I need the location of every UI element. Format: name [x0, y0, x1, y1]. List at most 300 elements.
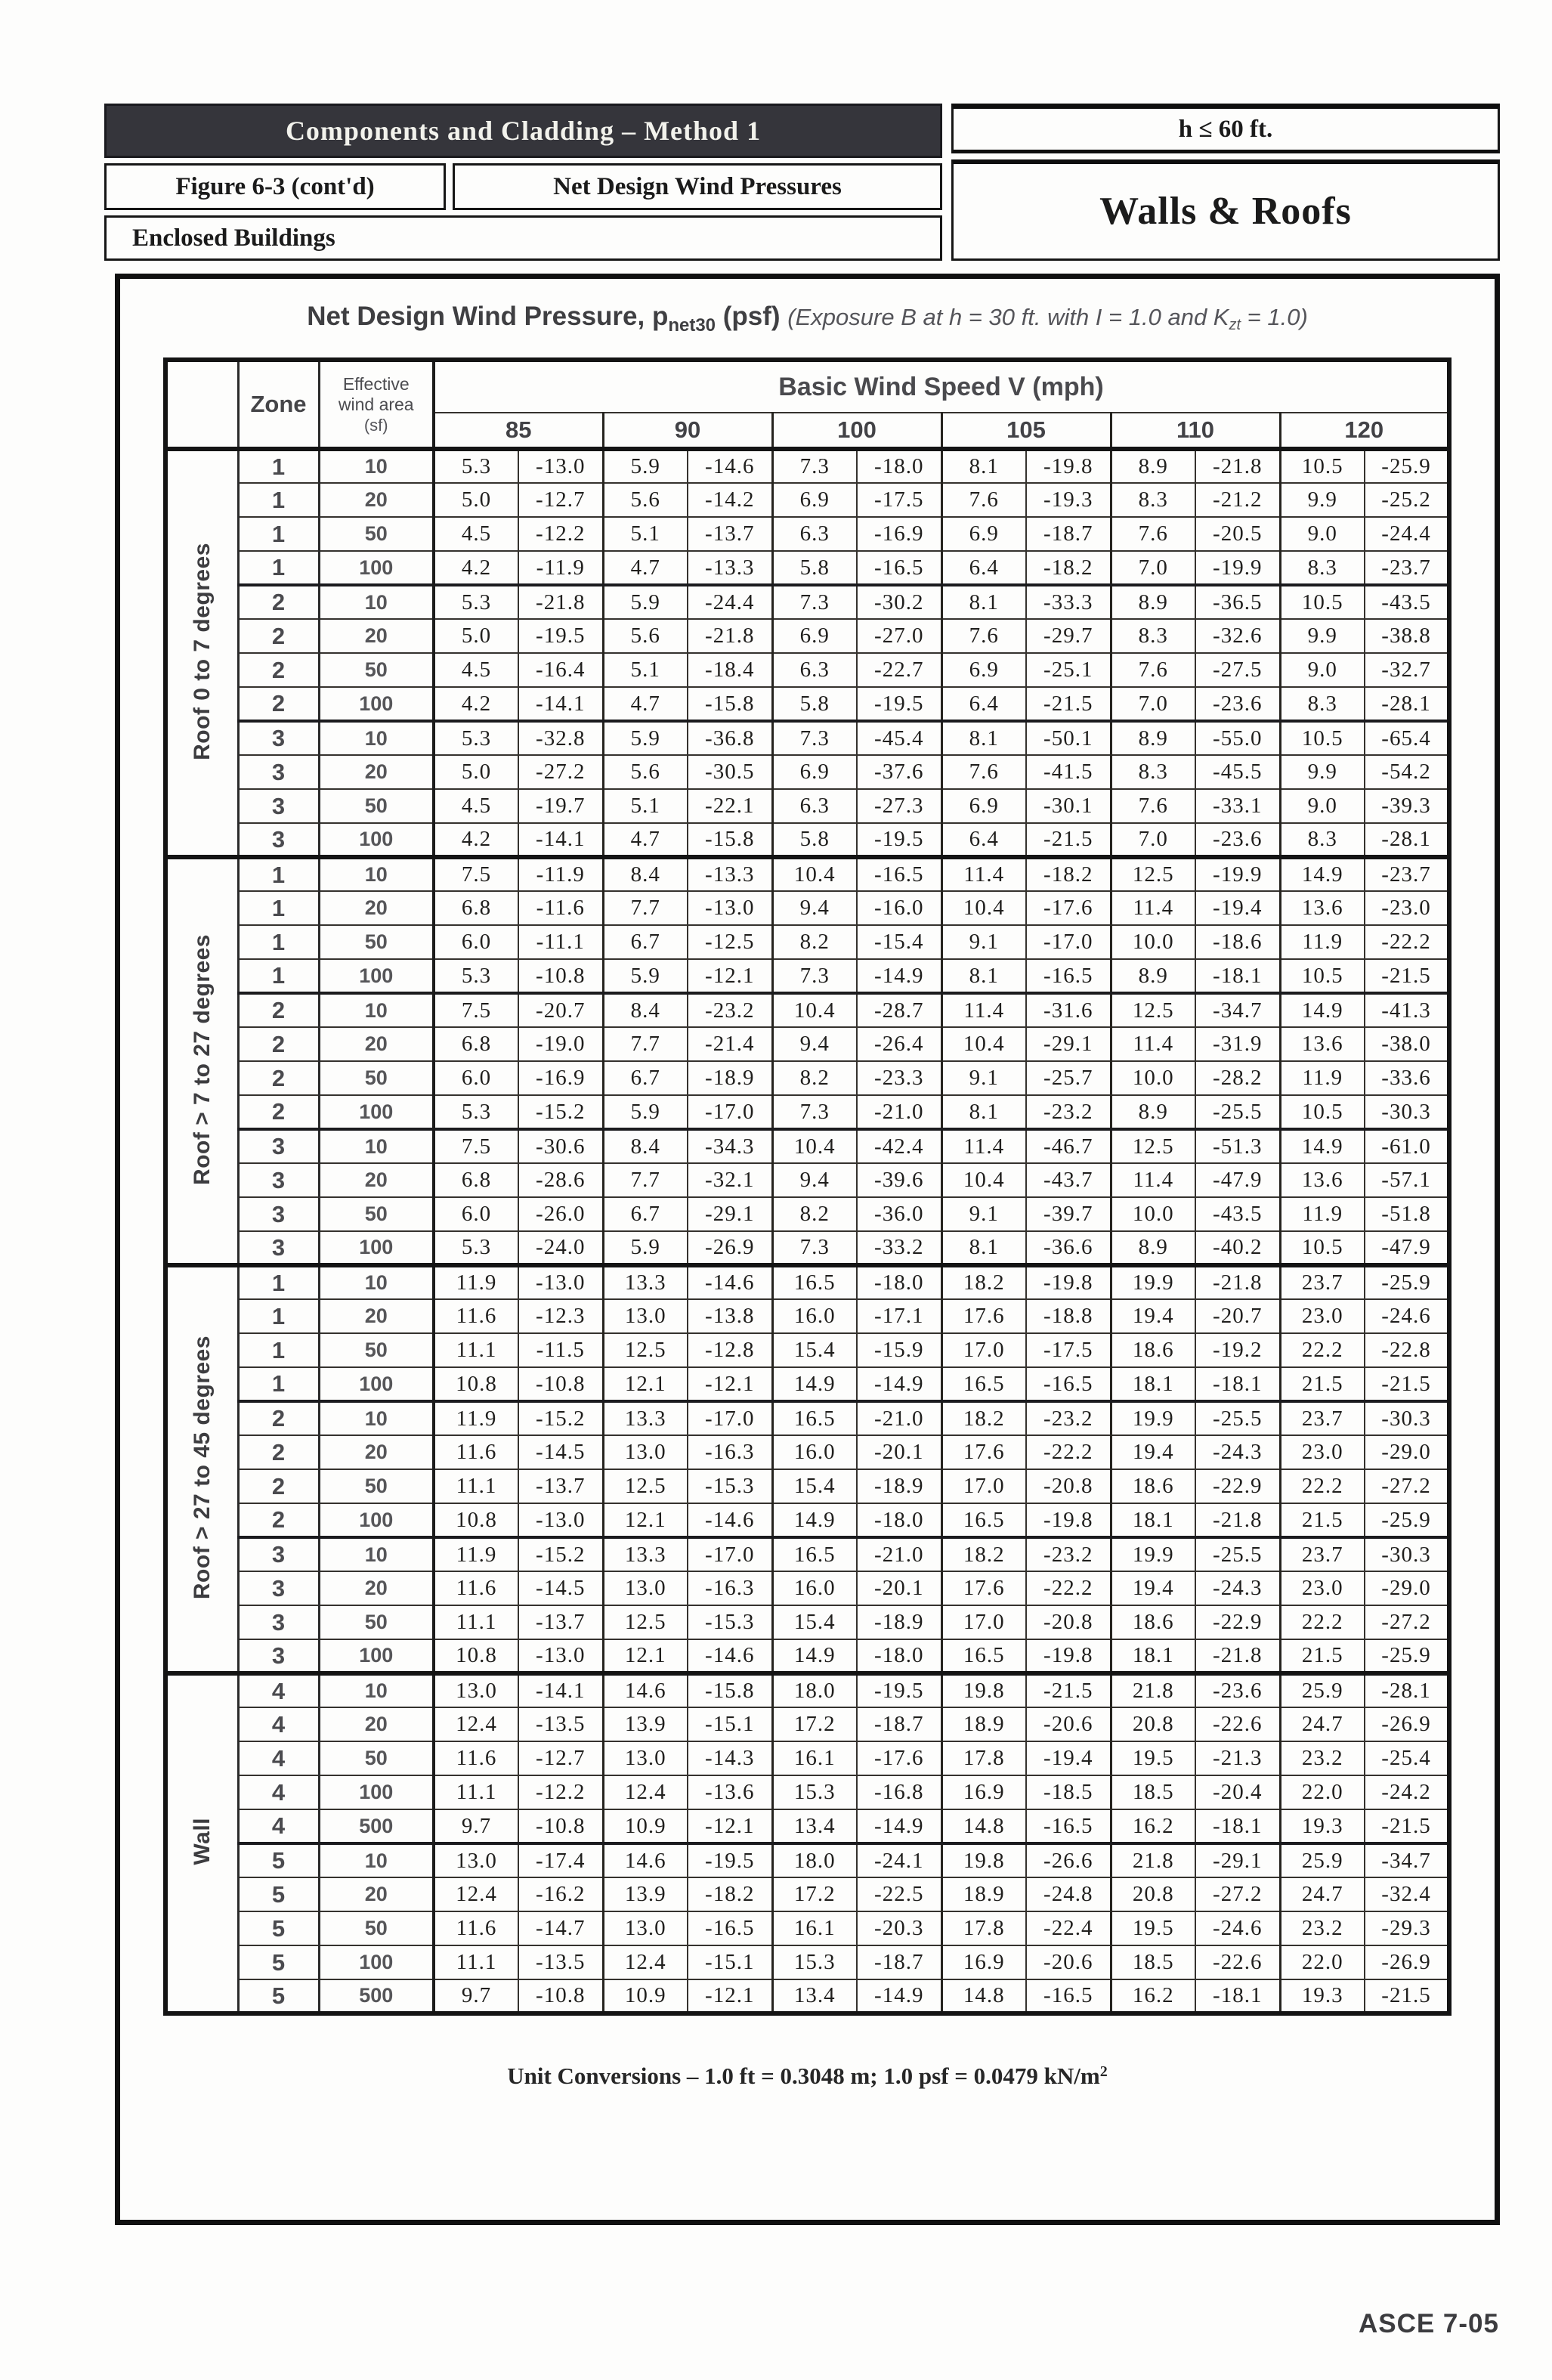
pressure-cell: 11.6: [434, 1299, 518, 1333]
table-row: [165, 1775, 1449, 1809]
pressure-cell: 12.1: [603, 1503, 688, 1537]
pressure-cell: 15.4: [772, 1333, 857, 1367]
pressure-cell: -13.5: [518, 1945, 603, 1979]
pressure-cell: -31.9: [1195, 1027, 1280, 1061]
pressure-table: [163, 357, 1452, 2016]
pressure-cell: 8.3: [1280, 823, 1365, 857]
pressure-cell: -14.6: [688, 449, 772, 483]
pressure-cell: -24.6: [1365, 1299, 1449, 1333]
pressure-cell: -25.5: [1195, 1095, 1280, 1129]
zone-cell: 3: [238, 823, 319, 857]
pressure-cell: 7.5: [434, 1129, 518, 1163]
pressure-cell: 4.5: [434, 517, 518, 551]
table-row: [165, 993, 1449, 1027]
pressure-cell: 24.7: [1280, 1877, 1365, 1911]
pressure-cell: 18.9: [941, 1707, 1026, 1741]
pressure-cell: 19.3: [1280, 1809, 1365, 1843]
area-cell: 50: [319, 1333, 434, 1367]
table-frame: [115, 274, 1500, 2225]
area-cell: 100: [319, 1945, 434, 1979]
pressure-cell: 4.2: [434, 823, 518, 857]
pressure-cell: -17.5: [857, 483, 941, 517]
pressure-cell: 14.8: [941, 1979, 1026, 2013]
pressure-cell: 19.4: [1111, 1571, 1195, 1605]
pressure-cell: 5.0: [434, 483, 518, 517]
speed-value-header: 85: [434, 413, 603, 449]
figure-label: Figure 6-3 (cont'd): [175, 172, 375, 200]
pressure-cell: 18.2: [941, 1265, 1026, 1299]
pressure-cell: -23.2: [1026, 1401, 1111, 1435]
pressure-cell: 11.6: [434, 1435, 518, 1469]
pressure-cell: -20.7: [518, 993, 603, 1027]
pressure-cell: -27.2: [1365, 1469, 1449, 1503]
pressure-cell: -23.7: [1365, 857, 1449, 891]
pressure-cell: -25.1: [1026, 653, 1111, 687]
pressure-cell: 12.5: [1111, 993, 1195, 1027]
pressure-cell: -23.2: [1026, 1537, 1111, 1571]
pressure-cell: -21.0: [857, 1537, 941, 1571]
pressure-cell: 23.0: [1280, 1299, 1365, 1333]
pressure-cell: 14.9: [772, 1503, 857, 1537]
pressure-cell: 8.1: [941, 721, 1026, 755]
pressure-cell: -20.8: [1026, 1605, 1111, 1639]
table-row: [165, 585, 1449, 619]
pressure-cell: 21.5: [1280, 1503, 1365, 1537]
pressure-cell: -27.2: [1365, 1605, 1449, 1639]
pressure-cell: 17.6: [941, 1435, 1026, 1469]
pressure-cell: -29.1: [688, 1197, 772, 1231]
zone-cell: 5: [238, 1877, 319, 1911]
area-cell: 50: [319, 1197, 434, 1231]
pressure-cell: -43.5: [1365, 585, 1449, 619]
pressure-cell: 20.8: [1111, 1707, 1195, 1741]
pressure-cell: -13.6: [688, 1775, 772, 1809]
zone-cell: 3: [238, 721, 319, 755]
pressure-cell: 17.8: [941, 1741, 1026, 1775]
table-row: [165, 1095, 1449, 1129]
table-row: [165, 755, 1449, 789]
zone-cell: 2: [238, 585, 319, 619]
zone-cell: 1: [238, 1299, 319, 1333]
pressure-cell: 10.9: [603, 1809, 688, 1843]
pressure-cell: 4.2: [434, 551, 518, 585]
pressure-cell: -54.2: [1365, 755, 1449, 789]
pressure-cell: -39.3: [1365, 789, 1449, 823]
pressure-cell: 7.6: [941, 619, 1026, 653]
area-cell: 100: [319, 1775, 434, 1809]
pressure-cell: 16.1: [772, 1741, 857, 1775]
pressure-cell: 10.5: [1280, 721, 1365, 755]
pressure-cell: 23.2: [1280, 1741, 1365, 1775]
table-row: [165, 1469, 1449, 1503]
pressure-cell: 5.3: [434, 1231, 518, 1265]
pressure-cell: 13.3: [603, 1265, 688, 1299]
zone-cell: 3: [238, 1163, 319, 1197]
pressure-cell: 18.6: [1111, 1605, 1195, 1639]
table-row: [165, 619, 1449, 653]
pressure-cell: 13.0: [603, 1435, 688, 1469]
pressure-cell: 5.9: [603, 1231, 688, 1265]
table-row: [165, 1945, 1449, 1979]
pressure-cell: 6.0: [434, 1061, 518, 1095]
pressure-cell: -17.0: [688, 1095, 772, 1129]
pressure-cell: -33.3: [1026, 585, 1111, 619]
pressure-cell: -16.5: [857, 857, 941, 891]
table-row: [165, 1571, 1449, 1605]
pressure-cell: -18.0: [857, 449, 941, 483]
pressure-cell: 15.4: [772, 1605, 857, 1639]
pressure-cell: 12.5: [603, 1333, 688, 1367]
pressure-cell: -28.7: [857, 993, 941, 1027]
pressure-cell: -12.1: [688, 959, 772, 993]
pressure-cell: -11.9: [518, 857, 603, 891]
pressure-cell: -20.4: [1195, 1775, 1280, 1809]
pressure-cell: -19.9: [1195, 551, 1280, 585]
area-cell: 50: [319, 1061, 434, 1095]
table-row: [165, 1333, 1449, 1367]
area-cell: 50: [319, 789, 434, 823]
table-row: [165, 1027, 1449, 1061]
pressure-cell: -41.3: [1365, 993, 1449, 1027]
zone-cell: 2: [238, 619, 319, 653]
pressure-cell: 11.1: [434, 1605, 518, 1639]
pressure-cell: 17.2: [772, 1707, 857, 1741]
pressure-cell: -18.0: [857, 1265, 941, 1299]
pressure-cell: -18.7: [1026, 517, 1111, 551]
pressure-cell: 11.1: [434, 1469, 518, 1503]
pressure-cell: -12.5: [688, 925, 772, 959]
pressure-cell: -14.9: [857, 1979, 941, 2013]
pressure-cell: -16.5: [857, 551, 941, 585]
pressure-cell: -33.6: [1365, 1061, 1449, 1095]
pressure-cell: -18.5: [1026, 1775, 1111, 1809]
pressure-cell: 13.9: [603, 1877, 688, 1911]
pressure-cell: -22.2: [1026, 1571, 1111, 1605]
pressure-cell: 12.4: [434, 1707, 518, 1741]
pressure-cell: -18.8: [1026, 1299, 1111, 1333]
figure-header-row2: [104, 163, 942, 210]
pressure-cell: 12.1: [603, 1639, 688, 1673]
pressure-cell: 23.7: [1280, 1537, 1365, 1571]
pressure-cell: 8.9: [1111, 1095, 1195, 1129]
area-cell: 10: [319, 1129, 434, 1163]
pressure-cell: 14.9: [772, 1367, 857, 1401]
pressure-cell: 16.0: [772, 1299, 857, 1333]
pressure-cell: 10.4: [941, 1163, 1026, 1197]
pressure-cell: 6.9: [941, 789, 1026, 823]
pressure-cell: -61.0: [1365, 1129, 1449, 1163]
pressure-cell: 7.6: [1111, 789, 1195, 823]
pressure-cell: 18.6: [1111, 1333, 1195, 1367]
zone-cell: 1: [238, 1333, 319, 1367]
pressure-cell: -43.5: [1195, 1197, 1280, 1231]
zone-group: [165, 1673, 1449, 2013]
pressure-cell: -17.5: [1026, 1333, 1111, 1367]
pressure-cell: 21.8: [1111, 1843, 1195, 1877]
zone-cell: 4: [238, 1707, 319, 1741]
pressure-cell: -25.9: [1365, 449, 1449, 483]
pressure-cell: -22.9: [1195, 1469, 1280, 1503]
pressure-cell: 14.9: [1280, 857, 1365, 891]
zone-cell: 4: [238, 1775, 319, 1809]
group-label-cell: [165, 1265, 238, 1673]
pressure-cell: 9.0: [1280, 789, 1365, 823]
pressure-cell: 10.8: [434, 1639, 518, 1673]
pressure-cell: -16.4: [518, 653, 603, 687]
pressure-cell: -20.8: [1026, 1469, 1111, 1503]
pressure-cell: 11.4: [941, 1129, 1026, 1163]
pressure-cell: -11.5: [518, 1333, 603, 1367]
pressure-cell: -14.9: [857, 1809, 941, 1843]
table-row: [165, 1979, 1449, 2013]
pressure-cell: -21.5: [1365, 1809, 1449, 1843]
pressure-cell: -28.1: [1365, 823, 1449, 857]
pressure-cell: -65.4: [1365, 721, 1449, 755]
zone-cell: 2: [238, 1469, 319, 1503]
table-row: [165, 891, 1449, 925]
pressure-cell: 6.8: [434, 1027, 518, 1061]
pressure-cell: 9.0: [1280, 517, 1365, 551]
zone-cell: 1: [238, 1265, 319, 1299]
pressure-cell: 5.9: [603, 959, 688, 993]
pressure-cell: 9.7: [434, 1809, 518, 1843]
pressure-cell: -16.9: [857, 517, 941, 551]
speed-header: Basic Wind Speed V (mph): [434, 360, 1449, 413]
section-title: Components and Cladding – Method 1: [285, 116, 762, 146]
pressure-cell: -25.9: [1365, 1503, 1449, 1537]
pressure-cell: -17.4: [518, 1843, 603, 1877]
zone-cell: 2: [238, 1027, 319, 1061]
pressure-cell: 9.7: [434, 1979, 518, 2013]
pressure-cell: -30.2: [857, 585, 941, 619]
pressure-cell: 6.8: [434, 891, 518, 925]
pressure-cell: 5.8: [772, 823, 857, 857]
pressure-cell: -42.4: [857, 1129, 941, 1163]
pressure-cell: -12.3: [518, 1299, 603, 1333]
pressure-cell: 17.6: [941, 1299, 1026, 1333]
pressure-cell: 15.3: [772, 1775, 857, 1809]
pressure-cell: 13.6: [1280, 1027, 1365, 1061]
pressure-cell: 10.4: [772, 993, 857, 1027]
zone-cell: 3: [238, 1571, 319, 1605]
pressure-cell: -21.5: [1026, 687, 1111, 721]
pressure-cell: 11.9: [1280, 1061, 1365, 1095]
section-title-bar: [104, 104, 942, 158]
pressure-cell: -20.6: [1026, 1707, 1111, 1741]
table-row: [165, 1639, 1449, 1673]
pressure-cell: -33.1: [1195, 789, 1280, 823]
pressure-cell: -13.7: [518, 1605, 603, 1639]
pressure-cell: -50.1: [1026, 721, 1111, 755]
pressure-cell: -13.8: [688, 1299, 772, 1333]
pressure-cell: 18.1: [1111, 1639, 1195, 1673]
pressure-cell: -22.7: [857, 653, 941, 687]
pressure-cell: 18.5: [1111, 1775, 1195, 1809]
area-cell: 100: [319, 959, 434, 993]
pressure-cell: -32.1: [688, 1163, 772, 1197]
pressure-cell: -13.3: [688, 551, 772, 585]
table-row: [165, 1367, 1449, 1401]
area-cell: 50: [319, 517, 434, 551]
pressure-cell: 18.2: [941, 1401, 1026, 1435]
pressure-cell: 7.7: [603, 1163, 688, 1197]
pressure-cell: -51.3: [1195, 1129, 1280, 1163]
pressure-cell: -10.8: [518, 959, 603, 993]
pressure-cell: 11.4: [1111, 1163, 1195, 1197]
pressure-cell: 9.9: [1280, 755, 1365, 789]
pressure-cell: -18.9: [857, 1469, 941, 1503]
table-row: [165, 1061, 1449, 1095]
zone-cell: 3: [238, 789, 319, 823]
pressure-cell: -19.3: [1026, 483, 1111, 517]
pressures-label-box: [453, 163, 942, 210]
speed-value-header: 100: [772, 413, 941, 449]
pressure-cell: 7.6: [1111, 517, 1195, 551]
pressure-cell: -19.4: [1195, 891, 1280, 925]
pressure-cell: -32.7: [1365, 653, 1449, 687]
zone-group: [165, 1265, 1449, 1673]
area-cell: 20: [319, 619, 434, 653]
pressure-cell: 6.7: [603, 1061, 688, 1095]
zone-cell: 2: [238, 1095, 319, 1129]
area-cell: 20: [319, 1435, 434, 1469]
speed-value-header: 90: [603, 413, 772, 449]
pressure-cell: -20.1: [857, 1571, 941, 1605]
pressure-cell: -23.2: [688, 993, 772, 1027]
table-row: [165, 517, 1449, 551]
pressure-cell: 12.4: [434, 1877, 518, 1911]
pressure-cell: -19.2: [1195, 1333, 1280, 1367]
pressure-cell: 18.0: [772, 1673, 857, 1707]
pressure-cell: -18.6: [1195, 925, 1280, 959]
pressure-cell: 13.4: [772, 1809, 857, 1843]
pressure-cell: -14.1: [518, 823, 603, 857]
pressure-cell: -30.3: [1365, 1401, 1449, 1435]
pressure-cell: -12.1: [688, 1979, 772, 2013]
group-label-cell: [165, 857, 238, 1265]
pressure-cell: 6.4: [941, 823, 1026, 857]
zone-cell: 1: [238, 891, 319, 925]
pressure-cell: -20.1: [857, 1435, 941, 1469]
pressure-cell: 5.8: [772, 551, 857, 585]
pressure-cell: 6.9: [772, 619, 857, 653]
pressure-cell: 18.9: [941, 1877, 1026, 1911]
pressure-cell: -19.8: [1026, 1265, 1111, 1299]
zone-cell: 4: [238, 1673, 319, 1707]
figure-label-box: [104, 163, 446, 210]
pressure-cell: -15.4: [857, 925, 941, 959]
pressure-cell: -14.7: [518, 1911, 603, 1945]
area-cell: 100: [319, 823, 434, 857]
area-cell: 100: [319, 551, 434, 585]
pressure-cell: 10.0: [1111, 1197, 1195, 1231]
scope-box: [951, 159, 1500, 261]
pressure-cell: -21.8: [1195, 1639, 1280, 1673]
table-row: [165, 1809, 1449, 1843]
pressure-cell: 12.1: [603, 1367, 688, 1401]
pressure-cell: -17.6: [857, 1741, 941, 1775]
pressure-cell: -12.2: [518, 1775, 603, 1809]
area-cell: 100: [319, 1503, 434, 1537]
pressure-cell: 11.6: [434, 1571, 518, 1605]
pressure-cell: -25.2: [1365, 483, 1449, 517]
pressure-cell: -18.2: [1026, 857, 1111, 891]
pressure-cell: -15.1: [688, 1945, 772, 1979]
pressure-cell: -13.5: [518, 1707, 603, 1741]
pressure-cell: 11.4: [941, 857, 1026, 891]
pressure-cell: -18.4: [688, 653, 772, 687]
table-row: [165, 1707, 1449, 1741]
area-cell: 100: [319, 1639, 434, 1673]
pressure-cell: 17.0: [941, 1333, 1026, 1367]
pressure-cell: -24.3: [1195, 1571, 1280, 1605]
pressure-cell: 5.6: [603, 755, 688, 789]
pressure-cell: 5.6: [603, 483, 688, 517]
table-row: [165, 721, 1449, 755]
zone-cell: 4: [238, 1741, 319, 1775]
pressure-cell: 16.1: [772, 1911, 857, 1945]
pressure-cell: 8.2: [772, 1197, 857, 1231]
pressure-cell: 10.5: [1280, 959, 1365, 993]
pressure-cell: -14.1: [518, 687, 603, 721]
table-row: [165, 1673, 1449, 1707]
pressure-cell: -36.6: [1026, 1231, 1111, 1265]
pressure-cell: -36.8: [688, 721, 772, 755]
pressure-cell: -19.5: [857, 823, 941, 857]
pressure-cell: 5.9: [603, 1095, 688, 1129]
pressure-cell: -21.8: [688, 619, 772, 653]
area-cell: 50: [319, 1605, 434, 1639]
pressure-cell: -15.3: [688, 1605, 772, 1639]
pressure-cell: 5.8: [772, 687, 857, 721]
pressure-cell: -30.3: [1365, 1537, 1449, 1571]
pressure-cell: -16.5: [1026, 1979, 1111, 2013]
pressure-cell: -21.8: [1195, 1265, 1280, 1299]
pressure-cell: 4.7: [603, 687, 688, 721]
area-cell: 50: [319, 925, 434, 959]
pressure-cell: 22.2: [1280, 1333, 1365, 1367]
pressure-cell: -13.0: [518, 1265, 603, 1299]
pressure-cell: -13.7: [518, 1469, 603, 1503]
pressure-cell: 12.5: [603, 1605, 688, 1639]
zone-cell: 2: [238, 1061, 319, 1095]
pressure-cell: -27.2: [1195, 1877, 1280, 1911]
pressure-cell: 10.9: [603, 1979, 688, 2013]
pressure-cell: -24.4: [688, 585, 772, 619]
pressure-cell: -21.2: [1195, 483, 1280, 517]
pressure-cell: -16.5: [1026, 1367, 1111, 1401]
pressure-cell: -18.1: [1195, 959, 1280, 993]
pressure-cell: -23.2: [1026, 1095, 1111, 1129]
pressure-cell: 21.8: [1111, 1673, 1195, 1707]
pressure-cell: 4.5: [434, 789, 518, 823]
table-row: [165, 1231, 1449, 1265]
pressure-cell: -26.0: [518, 1197, 603, 1231]
pressure-cell: -16.9: [518, 1061, 603, 1095]
pressure-cell: -22.2: [1365, 925, 1449, 959]
pressure-cell: 4.5: [434, 653, 518, 687]
pressure-cell: -16.5: [1026, 959, 1111, 993]
height-limit-box: [951, 104, 1500, 153]
table-row: [165, 1163, 1449, 1197]
pressure-cell: 5.0: [434, 755, 518, 789]
zone-cell: 1: [238, 551, 319, 585]
pressure-cell: -10.8: [518, 1979, 603, 2013]
pressure-cell: -20.7: [1195, 1299, 1280, 1333]
pressure-cell: -38.0: [1365, 1027, 1449, 1061]
pressure-cell: -19.5: [688, 1843, 772, 1877]
pressure-cell: 13.0: [434, 1673, 518, 1707]
